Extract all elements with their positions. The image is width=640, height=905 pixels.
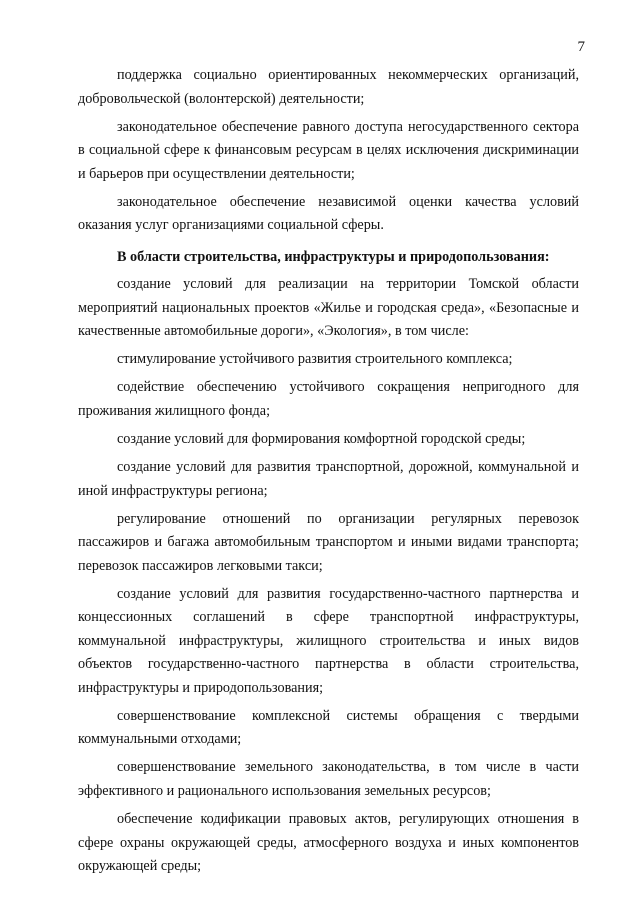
paragraph: стимулирование устойчивого развития строительного комплекса; [117,351,513,368]
paragraph: законодательное обеспечение независимой оценки качества условий оказания услуг организациями социальной сферы. [78,193,579,234]
page-number: 7 [577,39,585,55]
paragraph: создание условий для развития государственно-частного партнерства и концессионных соглашений в сфере транспортной инфраструктуры, коммунальной инфраструктуры, жилищного строительства и иных видов объектов государственно-частного партнерства в области строительства, инфраструктуры и природопользования; [78,585,579,696]
paragraph: совершенствование земельного законодательства, в том числе в части эффективного и рационального использования земельных ресурсов; [78,759,579,799]
paragraph: обеспечение кодификации правовых актов, регулирующих отношения в сфере охраны окружающей среды, атмосферного воздуха и иных компонентов окружающей среды; [78,811,579,875]
paragraph: создание условий для развития транспортной, дорожной, коммунальной и иной инфраструктуры региона; [78,459,579,499]
paragraph: поддержка социально ориентированных некоммерческих организаций, добровольческой (волонтерской) деятельности; [78,67,579,107]
paragraph: законодательное обеспечение равного доступа негосударственного сектора в социальной сфере к финансовым ресурсам в целях исключения дискриминации и барьеров при осуществлении деятельности; [78,118,579,182]
paragraph: совершенствование комплексной системы обращения с твердыми коммунальными отходами; [78,707,579,748]
section-heading: В области строительства, инфраструктуры и природопользования: [117,248,550,265]
paragraph: содействие обеспечению устойчивого сокращения непригодного для проживания жилищного фонда; [78,379,579,419]
paragraph: регулирование отношений по организации регулярных перевозок пассажиров и багажа автомобильным транспортом и иными видами транспорта; перевозок пассажиров легковыми такси; [78,510,579,574]
paragraph: создание условий для формирования комфортной городской среды; [117,430,526,447]
paragraph: создание условий для реализации на территории Томской области мероприятий национальных проектов «Жилье и городская среда», «Безопасные и качественные автомобильные дороги», «Экология», в том числе: [78,276,579,340]
document-body [78,64,579,883]
